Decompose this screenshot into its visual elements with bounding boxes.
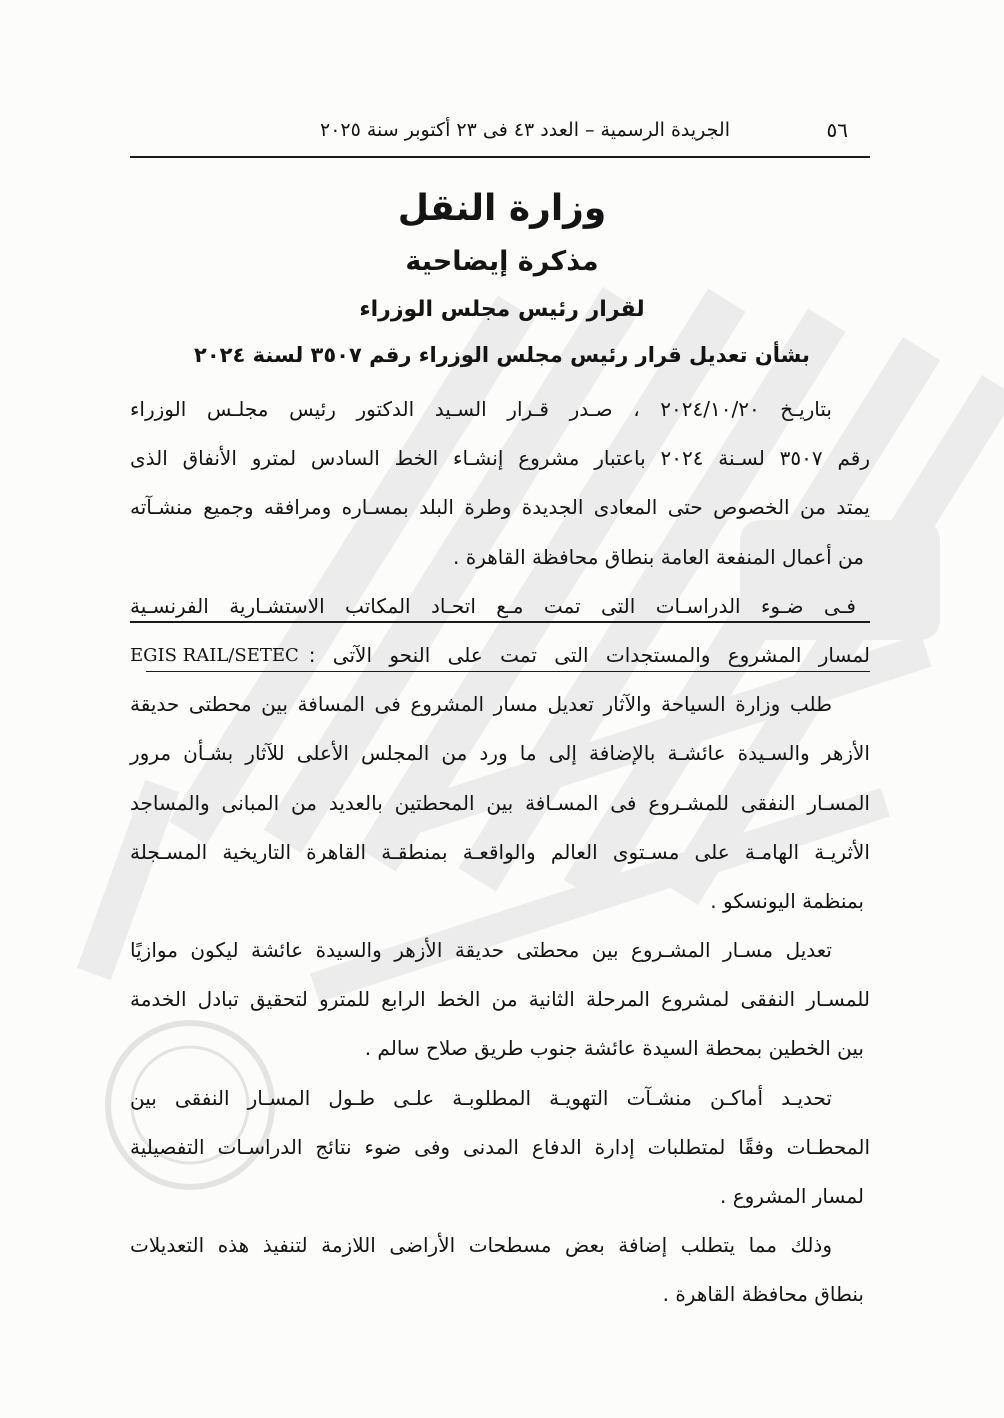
document-body [130,385,870,1320]
paragraph-line: المحطـات وفقًا لمتطلبات إدارة الدفاع المدنى وفى ضوء نتائج الدراسـات التفصيلية [130,1134,870,1159]
paragraph-line: المسـار النفقى للمشـروع فى المسـافة بين المحطتين بالعديد من المبانى والمساجد [130,790,870,815]
paragraph-line: بمنظمة اليونسكو . [710,888,864,913]
paragraph-line: رقم ٣٥٠٧ لسـنة ٢٠٢٤ باعتبار مشروع إنشـاء الخط السادس لمترو الأنفاق الذى [130,446,870,471]
memo-title: مذكرة إيضاحية [405,246,599,277]
decision-title: لقرار رئيس مجلس الوزراء [359,297,645,322]
paragraph-line: بنطاق محافظة القاهرة . [662,1282,864,1307]
paragraph-line-text: لمسار المشروع والمستجدات التى تمت على النحو الآتى : [308,642,870,667]
subject-title: بشأن تعديل قرار رئيس مجلس الوزراء رقم ٣٥٠٧ لسنة ٢٠٢٤ [194,343,810,367]
paragraph-line: طلب وزارة السياحة والآثار تعديل مسار المشروع فى المسافة بين محطتى حديقة [130,692,832,717]
paragraph-line: للمسـار النفقى لمشروع المرحلة الثانية من الخط الرابع للمترو لتحقيق تبادل الخدمة [130,987,870,1012]
paragraph-line: يمتد من الخصوص حتى المعادى الجديدة وطرة البلد بمسـاره ومرافقه وجميع منشـآته [130,495,870,520]
paragraph-line: الأزهر والسـيدة عائشـة بالإضافة إلى ما ورد من المجلس الأعلى للآثار بشـأن مرور [130,741,870,766]
header-rule [130,156,870,158]
paragraph-line: فـى ضـوء الدراسـات التى تمت مـع اتحـاد المكاتب الاستشـارية الفرنسـية [130,582,870,631]
consultant-name: EGIS RAIL/SETEC [130,644,299,666]
paragraph-line [130,631,870,680]
paragraph-line: بين الخطين بمحطة السيدة عائشة جنوب طريق صلاح سالم . [364,1036,864,1061]
paragraph-line: الأثريـة الهامـة على مسـتوى العالم والواقعـة بمنطقـة القاهرة التاريخية المسـجلة [130,839,870,864]
gazette-running-title: الجريدة الرسمية – العدد ٤٣ فى ٢٣ أكتوبر سنة ٢٠٢٥ [319,119,730,141]
paragraph-line: تعديل مسـار المشـروع بين محطتى حديقة الأزهر والسيدة عائشة ليكون موازيًا [130,938,832,963]
paragraph-line: لمسار المشروع . [719,1184,864,1208]
paragraph-line: وذلك مما يتطلب إضافة بعض مسطحات الأراضى اللازمة لتنفيذ هذه التعديلات [130,1233,832,1258]
paragraph-line: من أعمال المنفعة العامة بنطاق محافظة القاهرة . [453,544,864,569]
page-number: ٥٦ [826,118,848,142]
ministry-title: وزارة النقل [397,188,607,229]
paragraph-line: تحديـد أماكـن منشـآت التهويـة المطلوبـة علـى طـول المسـار النفقى بين [130,1085,832,1110]
paragraph-line: بتاريـخ ٢٠٢٤/١٠/٢٠ ، صـدر قـرار السـيد الدكتور رئيس مجلـس الوزراء [130,397,832,421]
